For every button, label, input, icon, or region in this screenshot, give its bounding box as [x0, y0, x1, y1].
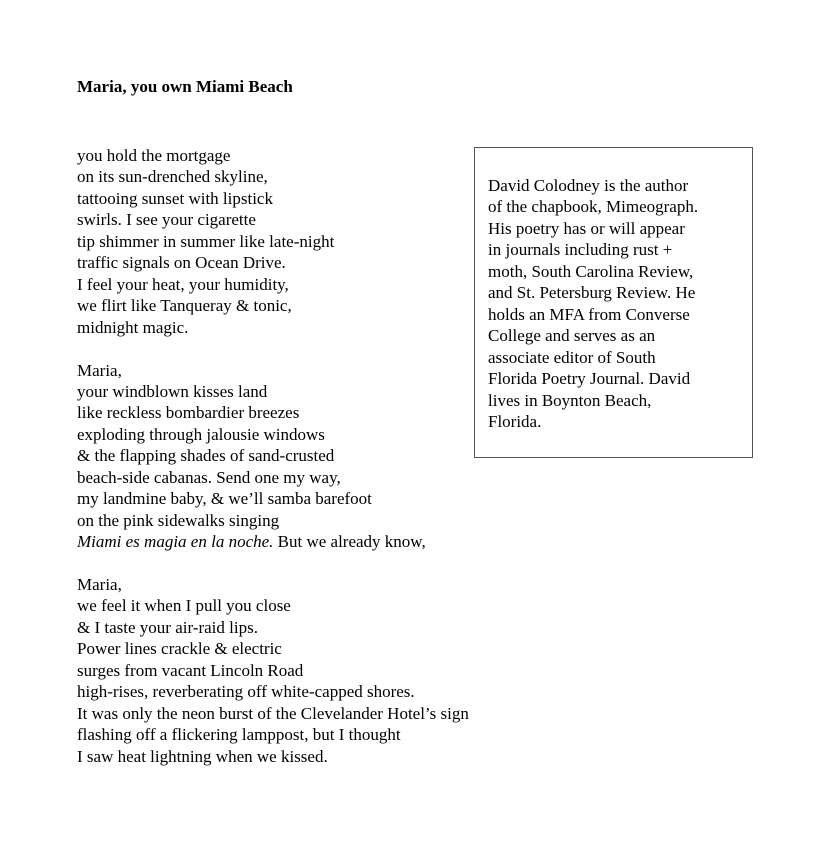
poem-line: Maria,: [77, 360, 122, 380]
spanish-phrase: Miami es magia en la noche.: [77, 532, 274, 552]
bio-line: His poetry has or will appear: [488, 218, 685, 238]
poem-line: on the pink sidewalks singing: [77, 510, 280, 530]
bio-line: lives in Boynton Beach,: [488, 390, 652, 410]
bio-line: holds an MFA from Converse: [488, 304, 690, 324]
poem-line: It was only the neon burst of the Clevelander Hotel’s sign: [77, 703, 469, 723]
bio-line: and St. Petersburg Review. He: [488, 283, 696, 303]
poem-line: on its sun-drenched skyline,: [77, 167, 268, 187]
author-bio-text: [488, 175, 743, 432]
poem-line: I saw heat lightning when we kissed.: [77, 746, 328, 766]
poem-line: like reckless bombardier breezes: [77, 403, 300, 423]
poem-line-mixed: [77, 531, 469, 552]
bio-line: Florida.: [488, 411, 542, 431]
bio-line: associate editor of South: [488, 347, 656, 367]
poem-line: we flirt like Tanqueray & tonic,: [77, 296, 292, 316]
stanza-1: [77, 145, 469, 338]
poem-line: Maria,: [77, 575, 122, 595]
stanza-3: [77, 574, 469, 767]
poem-line: high-rises, reverberating off white-capped shores.: [77, 682, 415, 702]
poem-line: tattooing sunset with lipstick: [77, 188, 273, 208]
poem-line: exploding through jalousie windows: [77, 424, 325, 444]
poem-line: Power lines crackle & electric: [77, 639, 282, 659]
poem-line: I feel your heat, your humidity,: [77, 274, 289, 294]
poem-line: my landmine baby, & we’ll samba barefoot: [77, 489, 372, 509]
poem-line: flashing off a flickering lamppost, but I thought: [77, 725, 401, 745]
bio-line: David Colodney is the author: [488, 176, 689, 195]
poem-line: swirls. I see your cigarette: [77, 210, 256, 230]
bio-line: Florida Poetry Journal. David: [488, 369, 691, 389]
stanza-2: [77, 360, 469, 553]
poem-body: [77, 145, 469, 789]
poem-line: tip shimmer in summer like late-night: [77, 231, 335, 251]
poem-line: beach-side cabanas. Send one my way,: [77, 467, 341, 487]
poem-line: your windblown kisses land: [77, 381, 268, 401]
poem-line: we feel it when I pull you close: [77, 596, 291, 616]
poem-line: you hold the mortgage: [77, 146, 231, 165]
poem-line: surges from vacant Lincoln Road: [77, 660, 304, 680]
bio-line: moth, South Carolina Review,: [488, 261, 694, 281]
poem-line: traffic signals on Ocean Drive.: [77, 253, 286, 273]
poem-line-rest: But we already know,: [273, 532, 426, 552]
poem-title: Maria, you own Miami Beach: [77, 77, 293, 96]
bio-line: of the chapbook, Mimeograph.: [488, 197, 699, 217]
author-bio-box: [474, 147, 753, 458]
bio-line: in journals including rust +: [488, 240, 673, 260]
poem-line: & the flapping shades of sand-crusted: [77, 446, 335, 466]
poem-line: midnight magic.: [77, 317, 189, 337]
poem-line: & I taste your air-raid lips.: [77, 617, 258, 637]
bio-line: College and serves as an: [488, 326, 656, 346]
